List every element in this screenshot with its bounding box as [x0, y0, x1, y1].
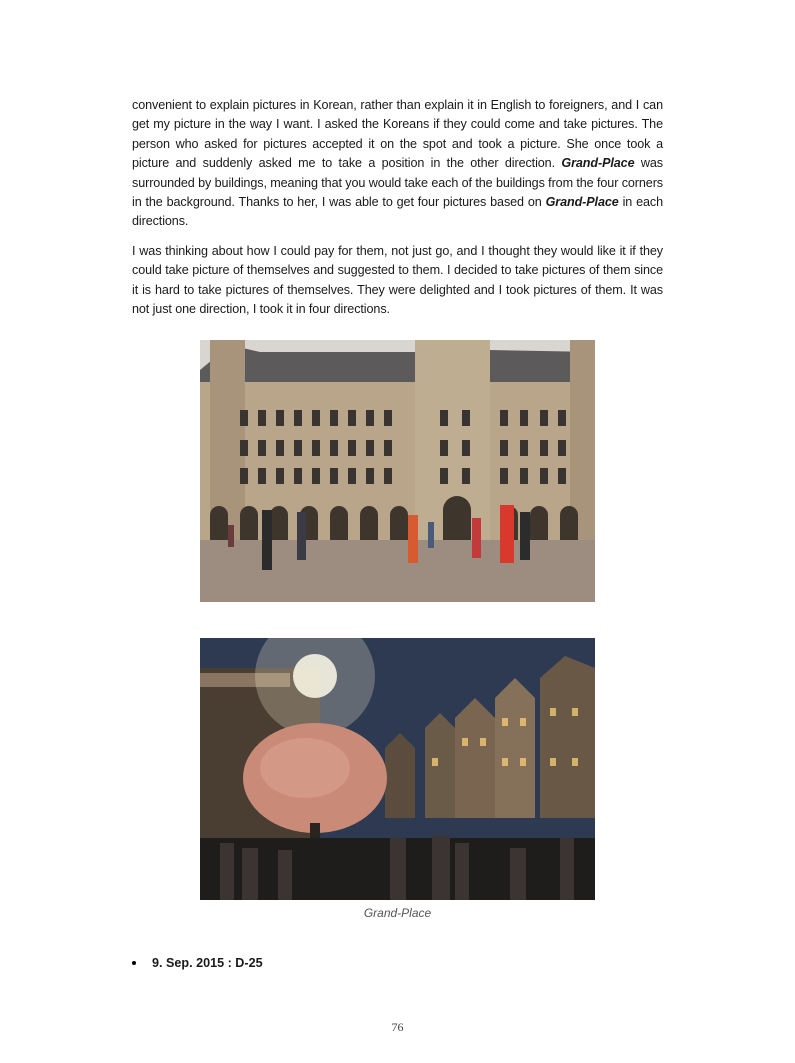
grand-place-emphasis: Grand-Place [561, 156, 635, 171]
paragraph-1-text-b: was surrounded by buildings, meaning that you would take each of the buildings from the four corners in the background. Thanks to her, I was able to get four pictures based on [132, 156, 663, 210]
page-number: 76 [391, 1020, 404, 1034]
paragraph-1-text-a: convenient to explain pictures in Korean, rather than explain it in English to foreigners, and I can get my picture in the way I want. I asked the Koreans if they could come and take pictures. The person who asked for pictures accepted it on the spot and took a picture. She once took a picture and suddenly asked me to take a position in the other direction. [132, 98, 663, 171]
paragraph-1 [132, 96, 663, 232]
paragraph-1-text-c: in each directions. [132, 195, 663, 229]
date-bullet [132, 956, 263, 970]
date-heading: 9. Sep. 2015 : D-25 [152, 956, 263, 970]
town-hall-day-photo [200, 340, 595, 602]
paragraph-2: I was thinking about how I could pay for them, not just go, and I thought they would like it if they could take picture of themselves and suggested to them. I decided to take pictures of them since it is hard to take pictures of themselves. They were delighted and I took pictures of them. It was not just one direction, I took it in four directions. [132, 243, 663, 317]
grand-place-night-photo [200, 638, 595, 900]
grand-place-emphasis: Grand-Place [545, 195, 619, 210]
article-body [132, 96, 663, 329]
photo-caption: Grand-Place [363, 906, 432, 920]
bullet-dot-icon [132, 961, 136, 965]
